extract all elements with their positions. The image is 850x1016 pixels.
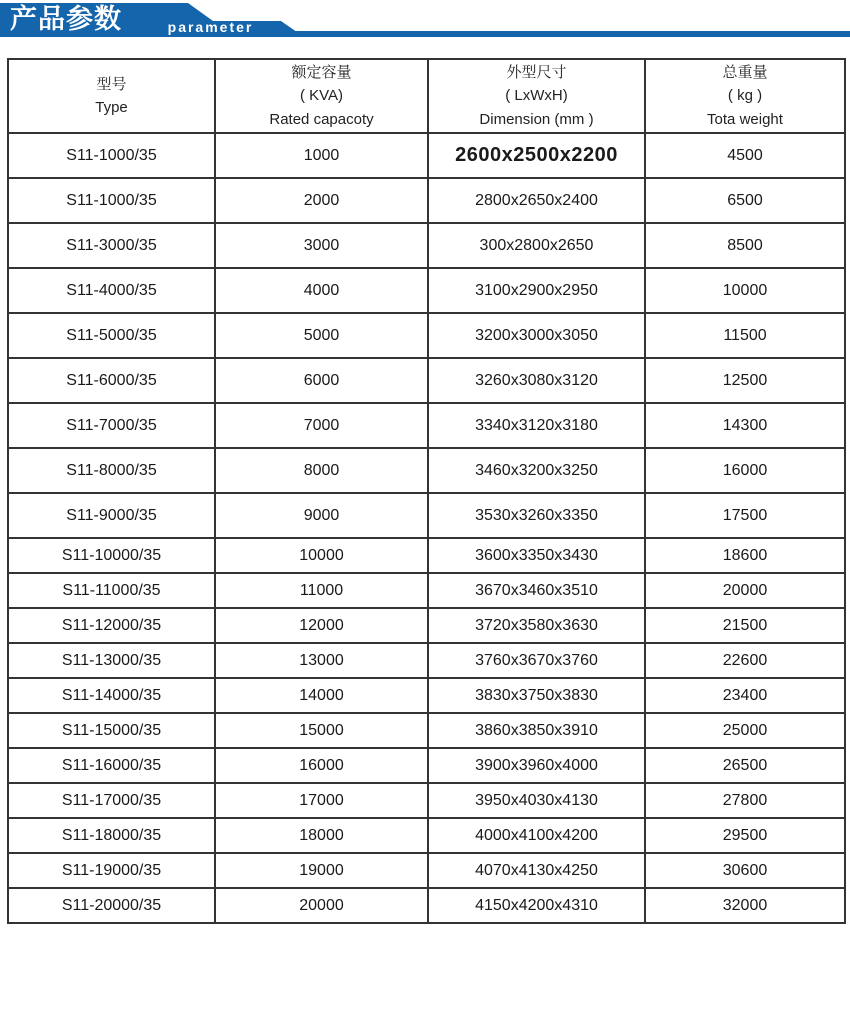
cell-type: S11-12000/35: [8, 608, 215, 643]
cell-weight: 26500: [645, 748, 845, 783]
cell-weight: 17500: [645, 493, 845, 538]
cell-dimension: 3670x3460x3510: [428, 573, 645, 608]
table-row: [8, 538, 845, 573]
header-line: ( kg ): [727, 87, 763, 105]
cell-capacity: 7000: [215, 403, 428, 448]
cell-dimension: 3720x3580x3630: [428, 608, 645, 643]
cell-type: S11-5000/35: [8, 313, 215, 358]
cell-weight: 21500: [645, 608, 845, 643]
cell-weight: 29500: [645, 818, 845, 853]
cell-capacity: 12000: [215, 608, 428, 643]
cell-type: S11-10000/35: [8, 538, 215, 573]
table-row: [8, 358, 845, 403]
table-row: [8, 493, 845, 538]
cell-type: S11-19000/35: [8, 853, 215, 888]
page-title: 产品参数: [10, 4, 122, 34]
header-line: 总重量: [722, 64, 768, 82]
cell-capacity: 5000: [215, 313, 428, 358]
cell-capacity: 8000: [215, 448, 428, 493]
table-row: [8, 178, 845, 223]
cell-capacity: 18000: [215, 818, 428, 853]
cell-dimension: 3830x3750x3830: [428, 678, 645, 713]
table-row: [8, 678, 845, 713]
table-row: [8, 268, 845, 313]
header-line: 外型尺寸: [506, 64, 567, 82]
cell-dimension: 3200x3000x3050: [428, 313, 645, 358]
cell-dimension: 3100x2900x2950: [428, 268, 645, 313]
header-row: [8, 59, 845, 133]
header-line: Type: [95, 99, 128, 116]
cell-capacity: 10000: [215, 538, 428, 573]
cell-type: S11-6000/35: [8, 358, 215, 403]
header-line: Dimension (mm ): [479, 110, 594, 128]
cell-capacity: 6000: [215, 358, 428, 403]
cell-capacity: 4000: [215, 268, 428, 313]
cell-type: S11-18000/35: [8, 818, 215, 853]
header-line: ( KVA): [299, 87, 344, 105]
cell-weight: 23400: [645, 678, 845, 713]
cell-weight: 27800: [645, 783, 845, 818]
cell-dimension: 2800x2650x2400: [428, 178, 645, 223]
cell-type: S11-9000/35: [8, 493, 215, 538]
table-row: [8, 853, 845, 888]
cell-capacity: 14000: [215, 678, 428, 713]
cell-weight: 12500: [645, 358, 845, 403]
table-row: [8, 643, 845, 678]
cell-weight: 10000: [645, 268, 845, 313]
cell-dimension: 300x2800x2650: [428, 223, 645, 268]
cell-type: S11-11000/35: [8, 573, 215, 608]
cell-type: S11-16000/35: [8, 748, 215, 783]
header-line: Rated capacoty: [269, 110, 374, 128]
parameters-table: [7, 58, 846, 924]
cell-type: S11-1000/35: [8, 178, 215, 223]
cell-weight: 4500: [645, 133, 845, 178]
cell-dimension: 4070x4130x4250: [428, 853, 645, 888]
table-row: [8, 888, 845, 923]
table-row: [8, 403, 845, 448]
cell-weight: 6500: [645, 178, 845, 223]
cell-dimension: 2600x2500x2200: [428, 133, 645, 178]
table-header: [8, 59, 845, 133]
table-row: [8, 818, 845, 853]
table-row: [8, 748, 845, 783]
cell-type: S11-20000/35: [8, 888, 215, 923]
cell-dimension: 3600x3350x3430: [428, 538, 645, 573]
cell-weight: 11500: [645, 313, 845, 358]
cell-type: S11-15000/35: [8, 713, 215, 748]
page-header-banner: [0, 0, 850, 44]
cell-type: S11-17000/35: [8, 783, 215, 818]
cell-capacity: 19000: [215, 853, 428, 888]
column-header-capacity: [215, 59, 428, 133]
cell-type: S11-14000/35: [8, 678, 215, 713]
header-line: 型号: [96, 75, 127, 93]
cell-dimension: 3260x3080x3120: [428, 358, 645, 403]
column-header-weight: [645, 59, 845, 133]
page-subtitle: parameter: [167, 19, 254, 35]
table-row: [8, 783, 845, 818]
cell-type: S11-1000/35: [8, 133, 215, 178]
table-row: [8, 573, 845, 608]
cell-capacity: 3000: [215, 223, 428, 268]
cell-capacity: 20000: [215, 888, 428, 923]
cell-dimension: 3460x3200x3250: [428, 448, 645, 493]
cell-weight: 18600: [645, 538, 845, 573]
cell-dimension: 3860x3850x3910: [428, 713, 645, 748]
table-row: [8, 713, 845, 748]
cell-type: S11-3000/35: [8, 223, 215, 268]
cell-dimension: 4000x4100x4200: [428, 818, 645, 853]
column-header-dimension: [428, 59, 645, 133]
cell-capacity: 1000: [215, 133, 428, 178]
cell-capacity: 9000: [215, 493, 428, 538]
cell-weight: 25000: [645, 713, 845, 748]
cell-weight: 8500: [645, 223, 845, 268]
cell-weight: 32000: [645, 888, 845, 923]
cell-capacity: 17000: [215, 783, 428, 818]
cell-dimension: 3760x3670x3760: [428, 643, 645, 678]
cell-capacity: 15000: [215, 713, 428, 748]
table-row: [8, 133, 845, 178]
cell-type: S11-13000/35: [8, 643, 215, 678]
cell-weight: 14300: [645, 403, 845, 448]
cell-dimension: 3530x3260x3350: [428, 493, 645, 538]
table-body: [8, 133, 845, 923]
header-line: Tota weight: [707, 110, 783, 128]
cell-dimension: 4150x4200x4310: [428, 888, 645, 923]
cell-weight: 30600: [645, 853, 845, 888]
cell-capacity: 13000: [215, 643, 428, 678]
cell-dimension: 3340x3120x3180: [428, 403, 645, 448]
cell-type: S11-8000/35: [8, 448, 215, 493]
table-row: [8, 313, 845, 358]
header-line: 额定容量: [291, 64, 352, 82]
cell-weight: 20000: [645, 573, 845, 608]
table-row: [8, 223, 845, 268]
cell-type: S11-7000/35: [8, 403, 215, 448]
table-row: [8, 608, 845, 643]
cell-weight: 22600: [645, 643, 845, 678]
banner-ribbon-shape: [0, 0, 850, 44]
cell-capacity: 16000: [215, 748, 428, 783]
cell-capacity: 11000: [215, 573, 428, 608]
cell-weight: 16000: [645, 448, 845, 493]
header-line: ( LxWxH): [505, 87, 568, 105]
cell-dimension: 3950x4030x4130: [428, 783, 645, 818]
cell-dimension: 3900x3960x4000: [428, 748, 645, 783]
cell-capacity: 2000: [215, 178, 428, 223]
column-header-type: [8, 59, 215, 133]
table-row: [8, 448, 845, 493]
cell-type: S11-4000/35: [8, 268, 215, 313]
